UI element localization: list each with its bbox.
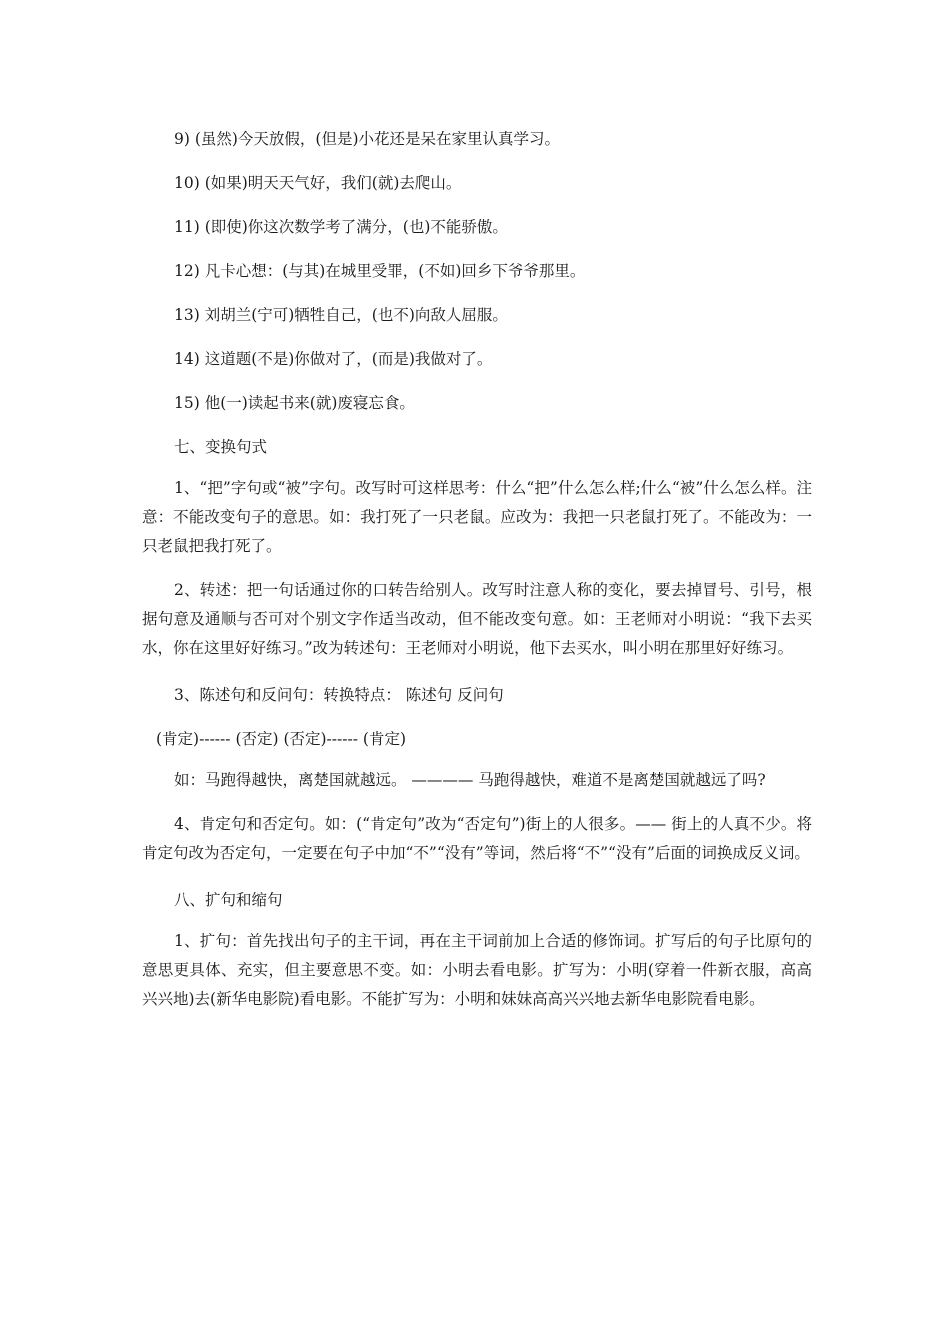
- paragraph: (肯定)------ (否定) (否定)------ (肯定): [156, 730, 407, 748]
- paragraph: 1、扩句：首先找出句子的主干词，再在主干词前加上合适的修饰词。扩写后的句子比原句的意思更具体、充实，但主要意思不变。如：小明去看电影。扩写为：小明(穿着一件新衣服，高高兴兴地)去(新华电影院)看电影。不能扩写为：小明和妹妹高高兴兴地去新华电影院看电影。: [142, 932, 812, 1008]
- list-item: 9) (虽然)今天放假，(但是)小花还是呆在家里认真学习。: [174, 130, 561, 148]
- list-item: 12) 凡卡心想：(与其)在城里受罪，(不如)回乡下爷爷那里。: [174, 262, 586, 280]
- section-heading: 八、扩句和缩句: [174, 891, 283, 909]
- document-page: [142, 122, 812, 1014]
- list-item: 15) 他(一)读起书来(就)废寝忘食。: [174, 394, 415, 412]
- section-heading: 七、变换句式: [174, 438, 268, 456]
- list-item: 10) (如果)明天天气好，我们(就)去爬山。: [174, 174, 462, 192]
- paragraph: 3、陈述句和反问句：转换特点： 陈述句 反问句: [174, 686, 504, 704]
- paragraph: 4、肯定句和否定句。如：(“肯定句”改为“否定句”)街上的人很多。—— 街上的人真不少。将肯定句改为否定句，一定要在句子中加“不”“没有”等词，然后将“不”“没有”后面的词换成反义词。: [142, 815, 812, 862]
- list-item: 11) (即使)你这次数学考了满分，(也)不能骄傲。: [174, 218, 508, 236]
- paragraph: 1、“把”字句或“被”字句。改写时可这样思考：什么“把”什么怎么样;什么“被”什么怎么样。注意：不能改变句子的意思。如：我打死了一只老鼠。应改为：我把一只老鼠打死了。不能改为：一只老鼠把我打死了。: [142, 479, 812, 555]
- list-item: 14) 这道题(不是)你做对了，(而是)我做对了。: [174, 350, 493, 368]
- paragraph: 如：马跑得越快，离楚国就越远。 ———— 马跑得越快，难道不是离楚国就越远了吗?: [174, 771, 766, 789]
- paragraph: 2、转述：把一句话通过你的口转告给别人。改写时注意人称的变化，要去掉冒号、引号，根据句意及通顺与否可对个别文字作适当改动，但不能改变句意。如：王老师对小明说：“我下去买水，你在这里好好练习。”改为转述句：王老师对小明说，他下去买水，叫小明在那里好好练习。: [142, 581, 812, 657]
- list-item: 13) 刘胡兰(宁可)牺牲自己，(也不)向敌人屈服。: [174, 306, 508, 324]
